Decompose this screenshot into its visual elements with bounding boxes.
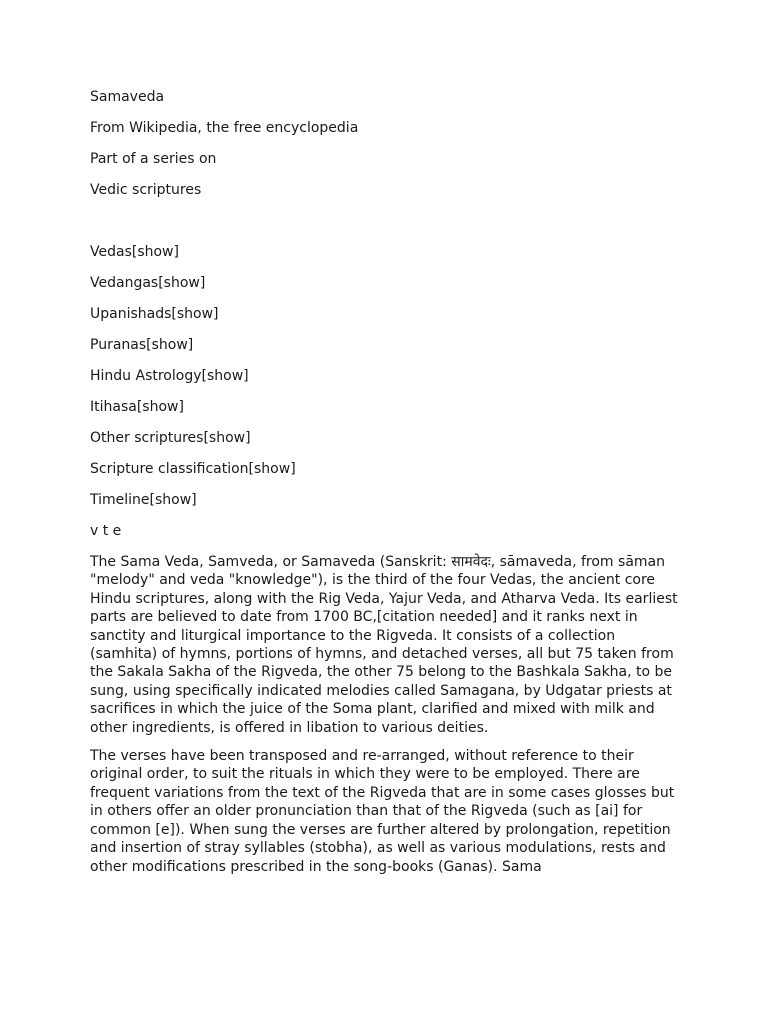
source-line: From Wikipedia, the free encyclopedia — [90, 120, 359, 136]
nav-item-vedas[interactable]: Vedas[show] — [90, 244, 179, 260]
body-paragraph-2: The verses have been transposed and re-arranged, without reference to their original order, to suit the rituals in which they were to be employed. There are frequent variations from the text of the Rigveda that are in some cases glosses but in others offer an older pronunciation than that of the Rigveda (such as [ai] for common [e]). When sung the verses are further altered by prolongation, repetition and insertion of stray syllables (stobha), as well as various modulations, rests and other modifications prescribed in the song-books (Ganas). Sama — [90, 748, 675, 875]
vte-links[interactable]: v t e — [90, 523, 122, 539]
series-name: Vedic scriptures — [90, 182, 202, 198]
nav-item-vedangas[interactable]: Vedangas[show] — [90, 275, 206, 291]
page-title: Samaveda — [90, 89, 165, 105]
body-paragraph-1: The Sama Veda, Samveda, or Samaveda (Sanskrit: सामवेदः, sāmaveda, from sāman "melody" and veda "knowledge"), is the third of the four Vedas, the ancient core Hindu scriptures, along with the Rig Veda, Yajur Veda, and Atharva Veda. Its earliest parts are believed to date from 1700 BC,[citation needed] and it ranks next in sanctity and liturgical importance to the Rigveda. It consists of a collection (samhita) of hymns, portions of hymns, and detached verses, all but 75 taken from the Sakala Sakha of the Rigveda, the other 75 belong to the Bashkala Sakha, to be sung, using specifically indicated melodies called Samagana, by Udgatar priests at sacrifices in which the juice of the Soma plant, clarified and mixed with milk and other ingredients, is offered in libation to various deities. — [90, 554, 678, 736]
nav-item-scripture-classification[interactable]: Scripture classification[show] — [90, 461, 296, 477]
nav-item-itihasa[interactable]: Itihasa[show] — [90, 399, 184, 415]
nav-item-puranas[interactable]: Puranas[show] — [90, 337, 194, 353]
series-intro: Part of a series on — [90, 151, 217, 167]
nav-item-hindu-astrology[interactable]: Hindu Astrology[show] — [90, 368, 249, 384]
spacer — [90, 212, 680, 243]
series-nav-list — [90, 243, 680, 510]
nav-item-timeline[interactable]: Timeline[show] — [90, 492, 197, 508]
nav-item-other-scriptures[interactable]: Other scriptures[show] — [90, 430, 251, 446]
nav-item-upanishads[interactable]: Upanishads[show] — [90, 306, 219, 322]
document-page — [90, 88, 680, 886]
